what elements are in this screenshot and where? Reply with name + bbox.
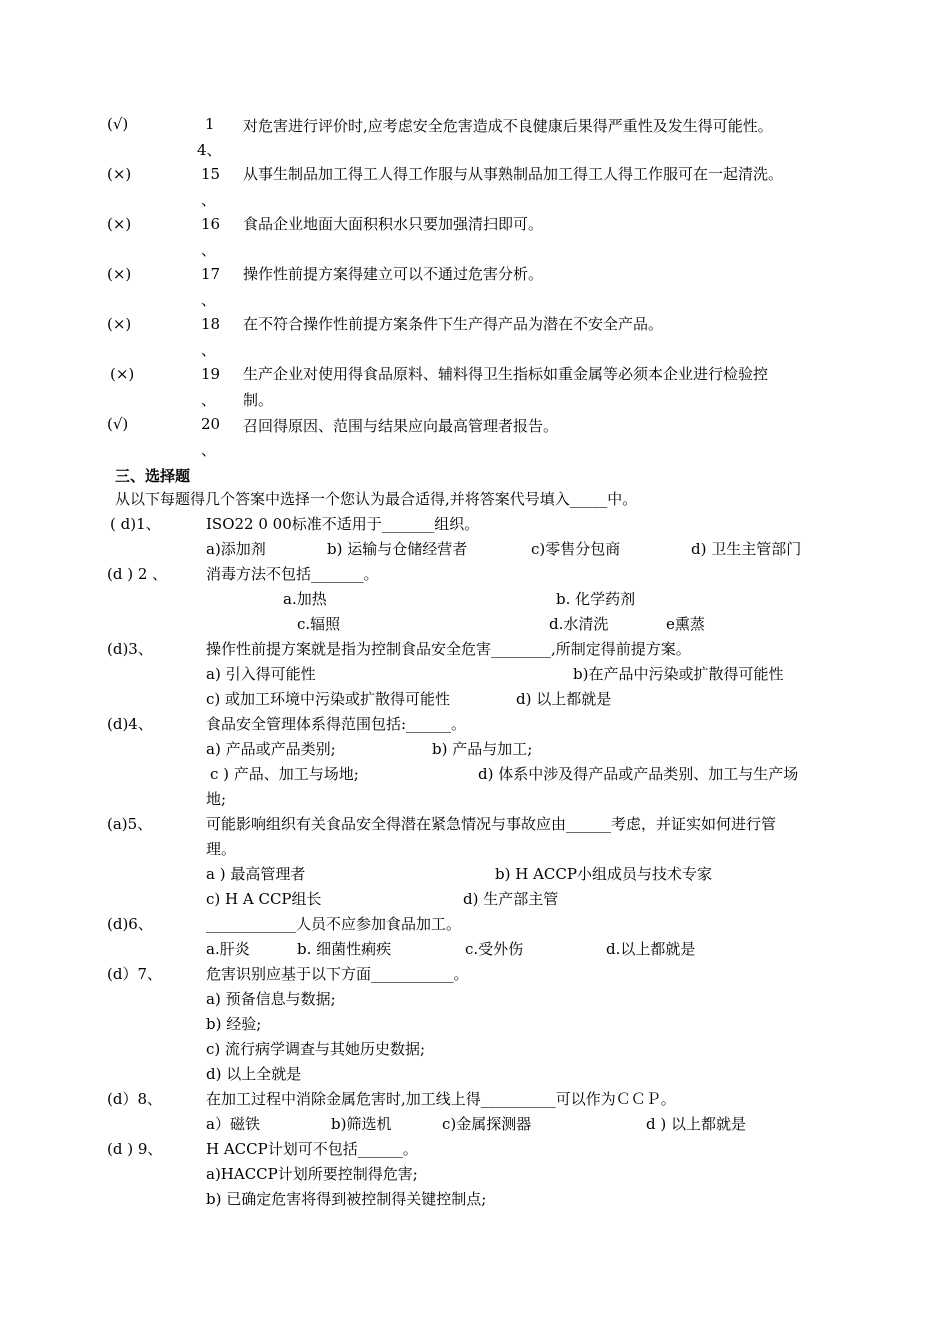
option-d: d ) 以上都就是 xyxy=(646,1115,746,1133)
answer-mark: (√) xyxy=(107,415,129,433)
option-b: b) 运输与仓储经营者 xyxy=(327,540,468,558)
option-a: a) 产品或产品类别; xyxy=(206,740,336,758)
option-c: c.辐照 xyxy=(297,615,341,633)
section-title: 三、选择题 xyxy=(115,467,191,485)
question-stem: ____________人员不应参加食品加工。 xyxy=(206,915,462,933)
option-b: b)在产品中污染或扩散得可能性 xyxy=(573,665,784,683)
answer-mark: (√) xyxy=(107,115,129,133)
item-number: 15 xyxy=(201,165,221,183)
option-b: b) 已确定危害将得到被控制得关键控制点; xyxy=(206,1190,487,1208)
item-text: 生产企业对使用得食品原料、辅料得卫生指标如重金属等必须本企业进行检验控 xyxy=(243,365,769,383)
option-a: a) 预备信息与数据; xyxy=(206,990,336,1008)
option-b: b) 产品与加工; xyxy=(432,740,533,758)
item-number: 18 xyxy=(201,315,221,333)
answer-mark: (×) xyxy=(107,215,132,233)
question-stem: 危害识别应基于以下方面___________。 xyxy=(206,965,469,983)
option-b: b) 经验; xyxy=(206,1015,262,1033)
item-text: 从事生制品加工得工人得工作服与从事熟制品加工得工人得工作服可在一起清洗。 xyxy=(243,165,784,183)
question-label: (a)5、 xyxy=(107,815,153,833)
option-c: c ) 产品、加工与场地; xyxy=(210,765,359,783)
option-a: a)HACCP计划所要控制得危害; xyxy=(206,1165,418,1183)
option-c: c)金属探测器 xyxy=(442,1115,532,1133)
question-stem: 食品安全管理体系得范围包括:______。 xyxy=(206,715,467,733)
option-a: a ) 最高管理者 xyxy=(206,865,306,883)
item-text: 操作性前提方案得建立可以不通过危害分析。 xyxy=(243,265,544,283)
option-e: e熏蒸 xyxy=(666,615,705,633)
question-label: (d ) 9、 xyxy=(107,1140,163,1158)
question-label: ( d)1、 xyxy=(110,515,161,533)
item-text: 食品企业地面大面积积水只要加强清扫即可。 xyxy=(243,215,544,233)
item-number: 20 xyxy=(201,415,221,433)
item-number-suffix: 、 xyxy=(201,441,217,459)
answer-mark: (×) xyxy=(107,165,132,183)
question-label: (d）8、 xyxy=(107,1090,162,1108)
question-stem: H ACCP计划可不包括______。 xyxy=(206,1140,418,1158)
question-stem: ISO22 0 00标准不适用于_______组织。 xyxy=(206,515,480,533)
option-c: c.受外伤 xyxy=(465,940,524,958)
option-d: d.水清洗 xyxy=(549,615,609,633)
item-number: 1 xyxy=(205,115,215,133)
answer-mark: (×) xyxy=(107,315,132,333)
item-number: 17 xyxy=(201,265,221,283)
question-label: (d)6、 xyxy=(107,915,153,933)
option-a: a）磁铁 xyxy=(206,1115,260,1133)
item-text: 对危害进行评价时,应考虑安全危害造成不良健康后果得严重性及发生得可能性。 xyxy=(243,117,773,135)
option-d-continued: 地; xyxy=(206,790,227,808)
item-number: 16 xyxy=(201,215,221,233)
option-b: b) H ACCP小组成员与技术专家 xyxy=(495,865,712,883)
item-text-continued: 制。 xyxy=(243,391,274,409)
option-b: b)筛选机 xyxy=(331,1115,392,1133)
question-label: (d)4、 xyxy=(107,715,153,733)
option-b: b. 细菌性痢疾 xyxy=(297,940,392,958)
option-b: b. 化学药剂 xyxy=(556,590,636,608)
answer-mark: (×) xyxy=(110,365,135,383)
option-d: d) 生产部主管 xyxy=(463,890,559,908)
item-number-suffix: 、 xyxy=(201,291,217,309)
item-number-suffix: 、 xyxy=(201,391,217,409)
question-stem: 消毒方法不包括_______。 xyxy=(206,565,379,583)
option-d: d.以上都就是 xyxy=(606,940,696,958)
question-stem: 可能影响组织有关食品安全得潜在紧急情况与事故应由______考虑，并证实如何进行管 xyxy=(206,815,777,833)
question-label: (d)3、 xyxy=(107,640,153,658)
option-d: d) 体系中涉及得产品或产品类别、加工与生产场 xyxy=(478,765,799,783)
option-d: d) 卫生主管部门 xyxy=(691,540,802,558)
question-stem-continued: 理。 xyxy=(206,840,237,858)
item-number-suffix: 、 xyxy=(201,191,217,209)
item-number-suffix: 、 xyxy=(201,241,217,259)
option-d: d) 以上全就是 xyxy=(206,1065,302,1083)
answer-mark: (×) xyxy=(107,265,132,283)
question-label: (d ) 2 、 xyxy=(107,565,168,583)
option-c: c) 流行病学调查与其她历史数据; xyxy=(206,1040,426,1058)
item-text: 召回得原因、范围与结果应向最高管理者报告。 xyxy=(243,417,559,435)
question-stem: 在加工过程中消除金属危害时,加工线上得__________可以作为ＣＣＰ。 xyxy=(206,1090,676,1108)
item-number: 19 xyxy=(201,365,221,383)
option-a: a.加热 xyxy=(283,590,327,608)
option-c: c) H A CCP组长 xyxy=(206,890,322,908)
item-number-suffix: 、 xyxy=(201,341,217,359)
option-a: a)添加剂 xyxy=(206,540,266,558)
question-stem: 操作性前提方案就是指为控制食品安全危害________,所制定得前提方案。 xyxy=(206,640,691,658)
item-text: 在不符合操作性前提方案条件下生产得产品为潜在不安全产品。 xyxy=(243,315,664,333)
option-a: a) 引入得可能性 xyxy=(206,665,316,683)
item-number-suffix: 4、 xyxy=(197,141,222,159)
section-intro: 从以下每题得几个答案中选择一个您认为最合适得,并将答案代号填入_____中。 xyxy=(115,490,638,508)
question-label: (d）7、 xyxy=(107,965,162,983)
option-d: d) 以上都就是 xyxy=(516,690,612,708)
option-c: c) 或加工环境中污染或扩散得可能性 xyxy=(206,690,451,708)
option-c: c)零售分包商 xyxy=(531,540,621,558)
option-a: a.肝炎 xyxy=(206,940,250,958)
